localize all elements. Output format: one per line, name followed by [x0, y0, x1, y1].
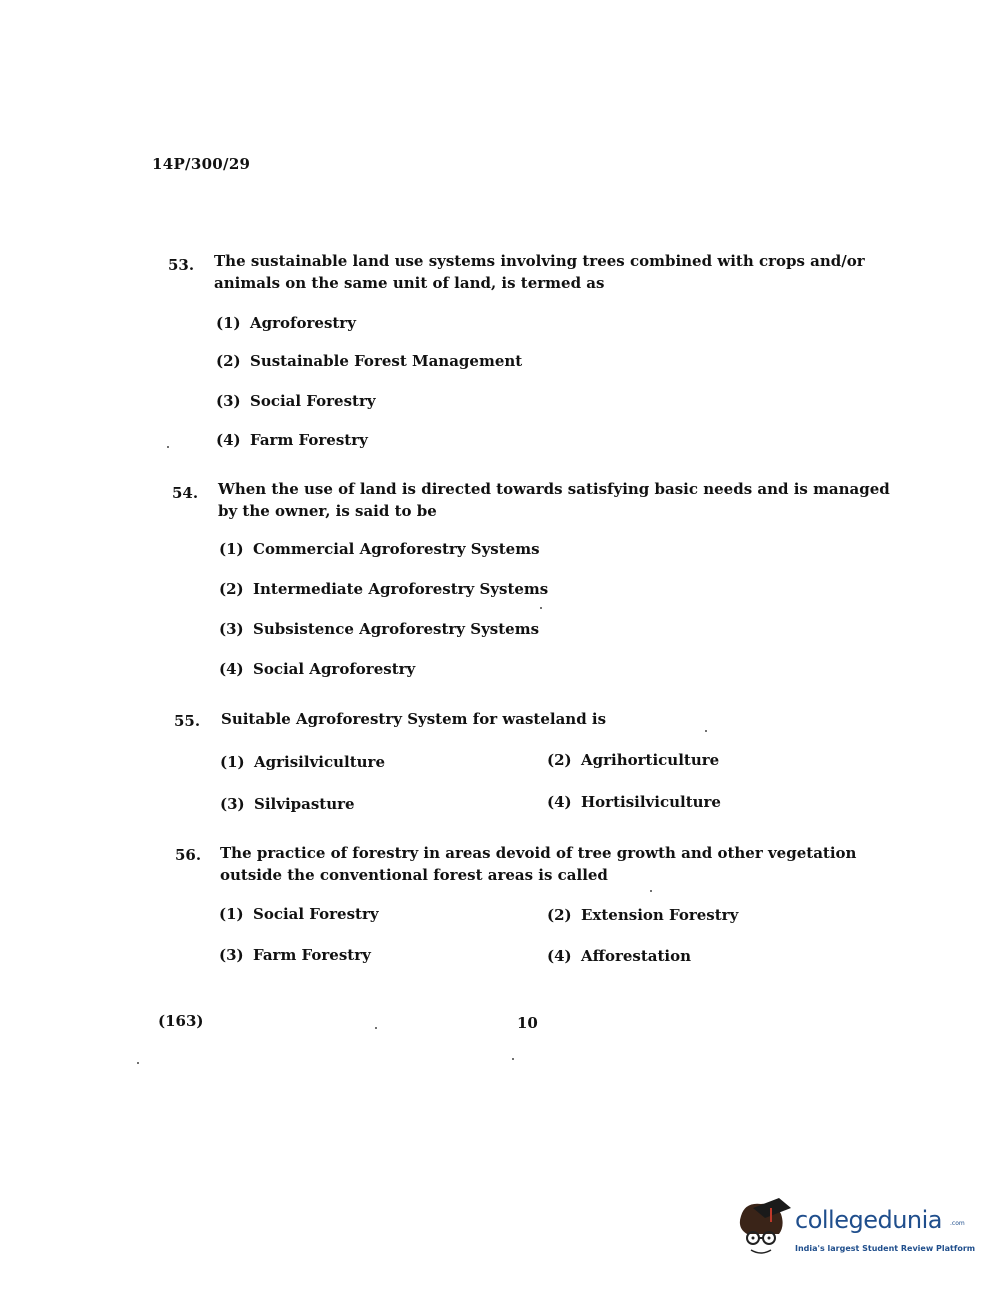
question-55-option-2: (2) Agrihorticulture [547, 751, 720, 769]
question-53-option-4: (4) Farm Forestry [216, 431, 368, 449]
question-56-option-4: (4) Afforestation [547, 947, 692, 965]
page-number: 10 [517, 1014, 538, 1032]
question-54-option-3: (3) Subsistence Agroforestry Systems [219, 620, 540, 638]
question-53-number: 53. [168, 256, 195, 274]
question-56-option-2: (2) Extension Forestry [547, 906, 739, 924]
question-55-option-1: (1) Agrisilviculture [220, 753, 386, 771]
question-54-option-4: (4) Social Agroforestry [219, 660, 416, 678]
scan-speck [167, 446, 169, 448]
scan-speck [540, 607, 542, 609]
logo-suffix: .com [950, 1220, 965, 1227]
question-56-number: 56. [175, 846, 202, 864]
question-53-option-1: (1) Agroforestry [216, 314, 356, 332]
logo-tagline: India's largest Student Review Platform [795, 1244, 976, 1253]
question-56-text: The practice of forestry in areas devoid of tree growth and other vegetation outside the conventional forest areas is called [220, 844, 857, 884]
question-54-text: When the use of land is directed towards satisfying basic needs and is managed by the owner, is said to be [218, 480, 890, 520]
scan-speck [650, 890, 652, 892]
question-53-text: The sustainable land use systems involving trees combined with crops and/or animals on the same unit of land, is termed as [214, 252, 865, 292]
question-54-option-2: (2) Intermediate Agroforestry Systems [219, 580, 549, 598]
paper-code: 14P/300/29 [152, 155, 251, 173]
scan-speck [375, 1027, 377, 1029]
question-55-number: 55. [174, 712, 201, 730]
question-53-option-3: (3) Social Forestry [216, 392, 376, 410]
scan-speck [705, 730, 707, 732]
question-55-option-4: (4) Hortisilviculture [547, 793, 721, 811]
question-53-option-2: (2) Sustainable Forest Management [216, 352, 523, 370]
question-55-text: Suitable Agroforestry System for wasteland is [221, 710, 607, 728]
logo-wordmark: collegedunia [795, 1206, 943, 1234]
mascot-icon [735, 1198, 793, 1268]
question-56-option-1: (1) Social Forestry [219, 905, 379, 923]
collegedunia-logo [735, 1198, 976, 1268]
scan-speck [137, 1062, 139, 1064]
booklet-code: (163) [158, 1012, 204, 1030]
question-55-option-3: (3) Silvipasture [220, 795, 355, 813]
question-54-number: 54. [172, 484, 199, 502]
question-54-option-1: (1) Commercial Agroforestry Systems [219, 540, 540, 558]
question-56-option-3: (3) Farm Forestry [219, 946, 371, 964]
scan-speck [512, 1058, 514, 1060]
